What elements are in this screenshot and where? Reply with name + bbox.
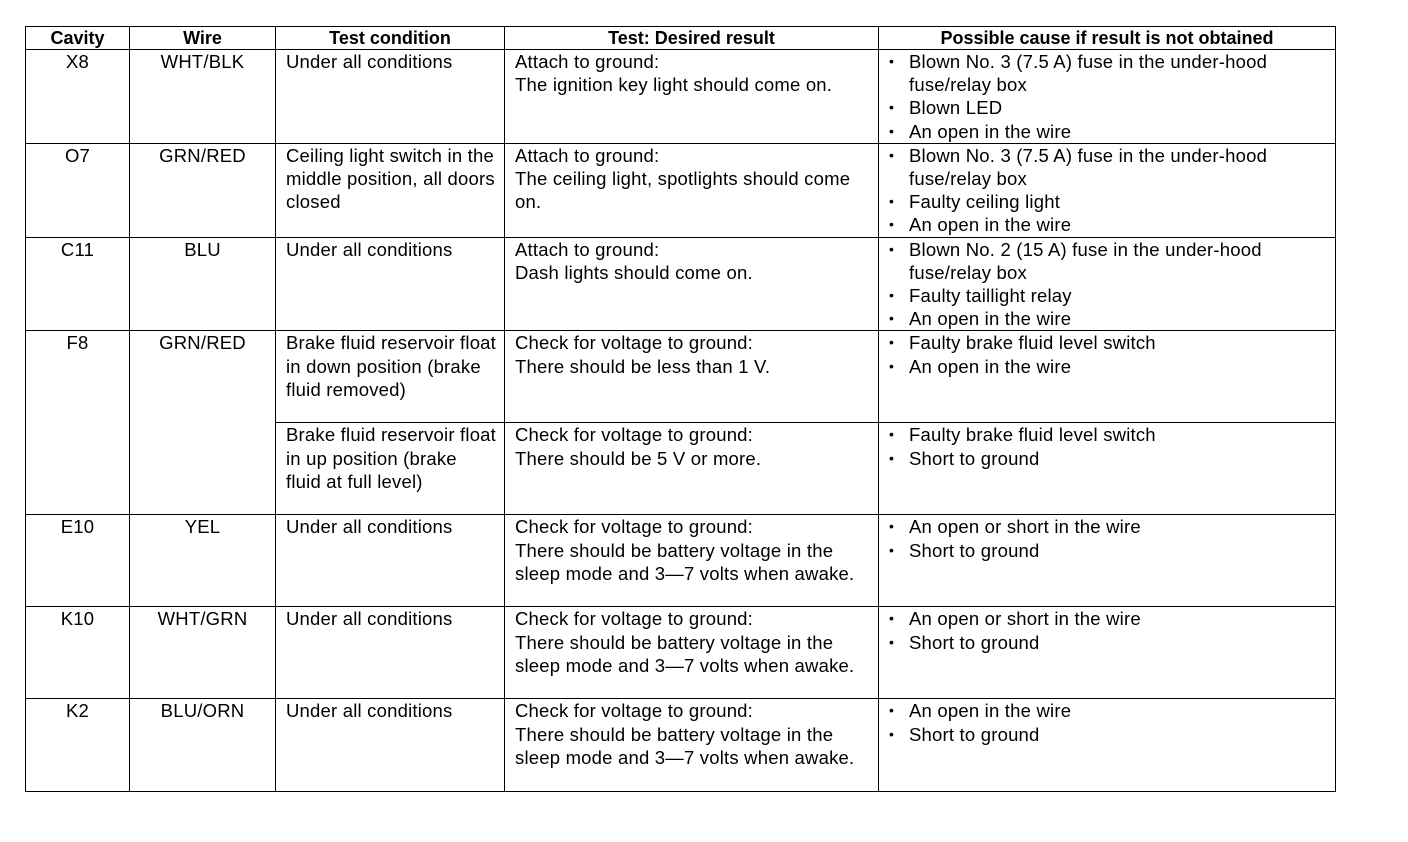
cavity-cell: C11 — [26, 237, 130, 331]
cause-item: • An open or short in the wire — [889, 515, 1327, 538]
cause-item: • Faulty brake fluid level switch — [889, 331, 1327, 354]
result-line: There should be battery voltage in the sleep mode and 3—7 volts when awake. — [515, 539, 855, 584]
header-cavity: Cavity — [26, 27, 130, 50]
table-row — [26, 50, 1336, 144]
wire-cell: WHT/GRN — [130, 607, 276, 699]
wire-cell: BLU/ORN — [130, 699, 276, 792]
result-line: There should be 5 V or more. — [515, 447, 762, 469]
result-line: Dash lights should come on. — [515, 261, 753, 283]
cause-item: • Blown No. 3 (7.5 A) fuse in the under-hood fuse/relay box — [889, 50, 1327, 96]
cavity-cell: E10 — [26, 515, 130, 607]
cause-cell — [879, 50, 1336, 144]
cavity-cell: K10 — [26, 607, 130, 699]
cause-item: • An open in the wire — [889, 307, 1327, 330]
result-line: Check for voltage to ground: — [515, 700, 754, 722]
table-row — [26, 515, 1336, 607]
condition-cell: Brake fluid reservoir float in down position (brake fluid removed) — [276, 331, 505, 423]
header-wire: Wire — [130, 27, 276, 50]
result-line: Check for voltage to ground: — [515, 424, 754, 446]
table-row — [26, 237, 1336, 331]
result-cell — [505, 237, 879, 331]
condition-cell: Under all conditions — [276, 50, 505, 144]
cause-cell — [879, 143, 1336, 237]
cause-item: • Short to ground — [889, 723, 1327, 746]
wire-cell: GRN/RED — [130, 143, 276, 237]
cause-cell — [879, 515, 1336, 607]
condition-cell: Under all conditions — [276, 237, 505, 331]
result-line: There should be less than 1 V. — [515, 355, 771, 377]
result-line: There should be battery voltage in the sleep mode and 3—7 volts when awake. — [515, 631, 855, 676]
condition-cell: Under all conditions — [276, 607, 505, 699]
cause-cell — [879, 331, 1336, 423]
result-cell — [505, 423, 879, 515]
cause-item: • Short to ground — [889, 631, 1327, 654]
cavity-cell: X8 — [26, 50, 130, 144]
condition-cell: Under all conditions — [276, 515, 505, 607]
table-row — [26, 331, 1336, 423]
cause-item: • Faulty brake fluid level switch — [889, 423, 1327, 446]
cavity-cell: K2 — [26, 699, 130, 792]
cause-item: • Blown No. 2 (15 A) fuse in the under-hood fuse/relay box — [889, 238, 1327, 284]
cavity-cell: F8 — [26, 331, 130, 515]
result-line: Attach to ground: — [515, 51, 660, 72]
wire-cell: BLU — [130, 237, 276, 331]
result-line: Attach to ground: — [515, 144, 660, 166]
result-cell — [505, 50, 879, 144]
result-cell — [505, 607, 879, 699]
cause-item: • An open in the wire — [889, 355, 1327, 378]
wire-cell: YEL — [130, 515, 276, 607]
troubleshooting-table — [25, 26, 1336, 792]
cause-cell — [879, 423, 1336, 515]
condition-cell: Ceiling light switch in the middle position, all doors closed — [276, 143, 505, 237]
cause-cell — [879, 699, 1336, 792]
cause-item: • Short to ground — [889, 539, 1327, 562]
result-line: Check for voltage to ground: — [515, 516, 754, 538]
result-cell — [505, 331, 879, 423]
cause-cell — [879, 607, 1336, 699]
result-cell — [505, 515, 879, 607]
header-test-condition: Test condition — [276, 27, 505, 50]
cause-item: • Blown LED — [889, 96, 1327, 119]
table-row — [26, 143, 1336, 237]
result-line: Attach to ground: — [515, 238, 660, 260]
header-desired-result: Test: Desired result — [505, 27, 879, 50]
result-line: There should be battery voltage in the sleep mode and 3—7 volts when awake. — [515, 723, 855, 768]
header-possible-cause: Possible cause if result is not obtained — [879, 27, 1336, 50]
troubleshooting-table-document — [25, 26, 1335, 792]
result-cell — [505, 143, 879, 237]
cause-item: • An open in the wire — [889, 213, 1327, 236]
cavity-cell: O7 — [26, 143, 130, 237]
table-row — [26, 607, 1336, 699]
cause-item: • Short to ground — [889, 447, 1327, 470]
condition-cell: Brake fluid reservoir float in up position (brake fluid at full level) — [276, 423, 505, 515]
wire-cell: GRN/RED — [130, 331, 276, 515]
result-cell — [505, 699, 879, 792]
result-line: Check for voltage to ground: — [515, 332, 754, 354]
cause-item: • An open in the wire — [889, 699, 1327, 722]
table-row — [26, 699, 1336, 792]
cause-item: • An open or short in the wire — [889, 607, 1327, 630]
wire-cell: WHT/BLK — [130, 50, 276, 144]
result-line: The ceiling light, spotlights should come on. — [515, 168, 851, 213]
cause-item: • Faulty ceiling light — [889, 190, 1327, 213]
cause-item: • Blown No. 3 (7.5 A) fuse in the under-hood fuse/relay box — [889, 144, 1327, 190]
cause-cell — [879, 237, 1336, 331]
result-line: The ignition key light should come on. — [515, 74, 833, 96]
cause-item: • Faulty taillight relay — [889, 284, 1327, 307]
result-line: Check for voltage to ground: — [515, 608, 754, 630]
cause-item: • An open in the wire — [889, 120, 1327, 143]
header-row — [26, 27, 1336, 50]
condition-cell: Under all conditions — [276, 699, 505, 792]
